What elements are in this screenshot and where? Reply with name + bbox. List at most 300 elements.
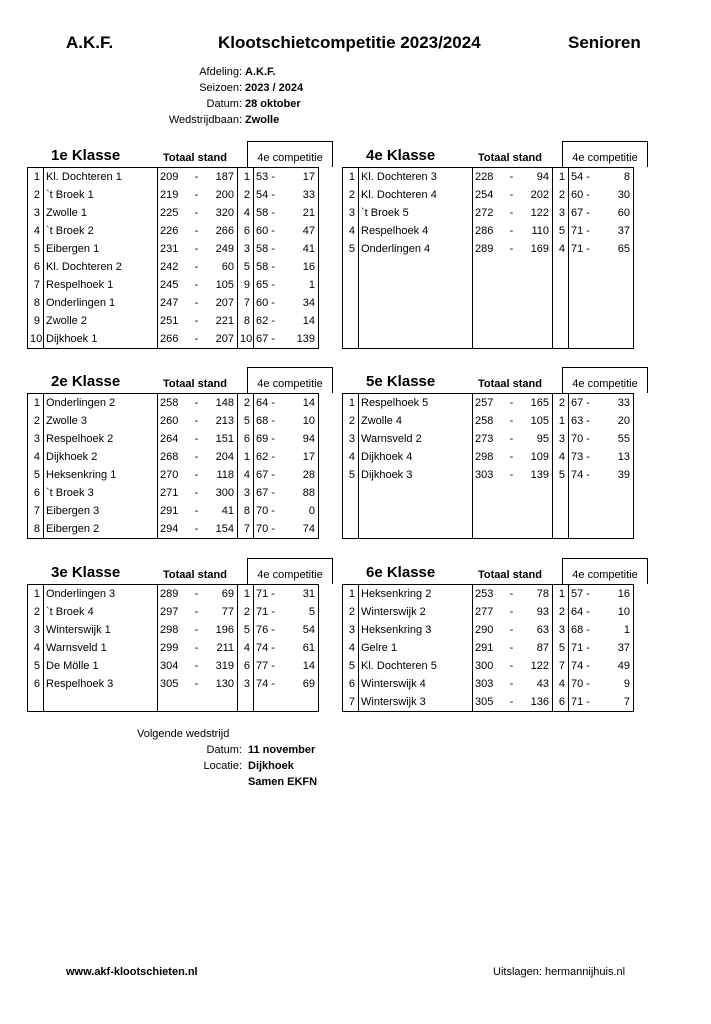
comp-for-cell: 70 - — [569, 430, 607, 448]
comp-rank-cell: 3 — [553, 204, 569, 222]
rank-cell: 4 — [343, 222, 359, 240]
total-for-cell: 247 — [158, 294, 190, 312]
total-for-cell — [473, 520, 505, 539]
team-name-cell — [359, 258, 473, 276]
website-link[interactable]: www.akf-klootschieten.nl — [66, 966, 198, 978]
total-dash-cell: - — [194, 261, 199, 273]
table-row — [28, 693, 319, 712]
comp-rank-cell: 6 — [238, 430, 254, 448]
team-name-cell: Heksenkring 3 — [359, 621, 473, 639]
comp-for-cell: 70 - — [254, 520, 292, 539]
total-against-cell: 95 — [519, 430, 553, 448]
comp-for-cell: 76 - — [254, 621, 292, 639]
comp-rank-cell — [553, 484, 569, 502]
rank-cell: 1 — [28, 394, 44, 413]
team-name-cell: Eibergen 2 — [44, 520, 158, 539]
table-row — [343, 168, 634, 187]
comp-rank-cell: 2 — [238, 394, 254, 413]
comp-against-cell — [607, 258, 634, 276]
total-for-cell: 290 — [473, 621, 505, 639]
total-dash-cell: - — [509, 678, 514, 690]
table-row — [28, 204, 319, 222]
comp-against-cell: 41 — [292, 240, 319, 258]
rank-cell: 2 — [28, 186, 44, 204]
comp-rank-cell: 7 — [553, 657, 569, 675]
total-for-cell: 258 — [473, 412, 505, 430]
comp-rank-cell: 3 — [238, 240, 254, 258]
team-name-cell: Eibergen 1 — [44, 240, 158, 258]
team-name-cell: Winterswijk 1 — [44, 621, 158, 639]
comp-rank-cell: 5 — [553, 222, 569, 240]
table-row — [343, 675, 634, 693]
total-for-cell: 270 — [158, 466, 190, 484]
total-dash-cell: - — [194, 588, 199, 600]
total-against-cell — [519, 330, 553, 349]
total-dash-cell: - — [509, 415, 514, 427]
rank-cell: 9 — [28, 312, 44, 330]
totaal-stand-header: Totaal stand — [478, 569, 542, 581]
next-location-label: Locatie: — [203, 760, 242, 772]
comp-against-cell: 39 — [607, 466, 634, 484]
comp-against-cell: 31 — [292, 585, 319, 604]
total-for-cell: 260 — [158, 412, 190, 430]
table-row — [28, 294, 319, 312]
comp-for-cell: 68 - — [254, 412, 292, 430]
total-against-cell: 77 — [204, 603, 238, 621]
comp-for-cell: 74 - — [569, 657, 607, 675]
comp-against-cell: 139 — [292, 330, 319, 349]
total-for-cell — [473, 502, 505, 520]
total-for-cell: 303 — [473, 466, 505, 484]
comp-against-cell: 20 — [607, 412, 634, 430]
competitie-header: 4e competitie — [562, 367, 648, 393]
comp-for-cell: 77 - — [254, 657, 292, 675]
comp-for-cell: 70 - — [569, 675, 607, 693]
comp-rank-cell: 2 — [553, 603, 569, 621]
total-against-cell: 320 — [204, 204, 238, 222]
comp-rank-cell: 5 — [238, 412, 254, 430]
team-name-cell: Zwolle 3 — [44, 412, 158, 430]
comp-for-cell: 60 - — [254, 294, 292, 312]
total-for-cell: 305 — [158, 675, 190, 693]
comp-against-cell: 94 — [292, 430, 319, 448]
total-for-cell: 272 — [473, 204, 505, 222]
team-name-cell — [359, 520, 473, 539]
table-row — [28, 330, 319, 349]
comp-against-cell: 55 — [607, 430, 634, 448]
team-name-cell: Zwolle 1 — [44, 204, 158, 222]
ranking-table — [27, 167, 319, 349]
club-name: A.K.F. — [66, 33, 114, 52]
team-name-cell: Dijkhoek 3 — [359, 466, 473, 484]
comp-for-cell — [569, 330, 607, 349]
total-against-cell: 105 — [519, 412, 553, 430]
comp-rank-cell: 2 — [238, 186, 254, 204]
comp-rank-cell: 4 — [553, 240, 569, 258]
total-dash-cell: - — [194, 297, 199, 309]
comp-against-cell: 28 — [292, 466, 319, 484]
next-note: Samen EKFN — [248, 776, 318, 788]
comp-for-cell: 74 - — [569, 466, 607, 484]
total-against-cell — [519, 312, 553, 330]
rank-cell — [343, 276, 359, 294]
comp-against-cell: 88 — [292, 484, 319, 502]
ranking-table — [342, 393, 634, 539]
total-against-cell — [519, 520, 553, 539]
info-label: Seizoen: — [199, 82, 242, 94]
table-row — [28, 603, 319, 621]
table-row — [28, 186, 319, 204]
comp-rank-cell — [553, 312, 569, 330]
total-for-cell: 268 — [158, 448, 190, 466]
totaal-stand-header: Totaal stand — [478, 152, 542, 164]
team-name-cell: Kl. Dochteren 1 — [44, 168, 158, 187]
comp-for-cell: 67 - — [254, 484, 292, 502]
table-row — [28, 466, 319, 484]
comp-against-cell: 1 — [292, 276, 319, 294]
rank-cell — [343, 484, 359, 502]
totaal-stand-header: Totaal stand — [163, 378, 227, 390]
total-for-cell: 300 — [473, 657, 505, 675]
team-name-cell: Eibergen 3 — [44, 502, 158, 520]
comp-rank-cell: 6 — [238, 222, 254, 240]
total-dash-cell: - — [194, 505, 199, 517]
comp-rank-cell: 6 — [238, 657, 254, 675]
table-row — [343, 657, 634, 675]
comp-for-cell: 64 - — [254, 394, 292, 413]
total-against-cell: 207 — [204, 294, 238, 312]
total-against-cell: 41 — [204, 502, 238, 520]
comp-for-cell: 71 - — [569, 639, 607, 657]
comp-against-cell — [607, 484, 634, 502]
rank-cell: 6 — [343, 675, 359, 693]
table-row — [343, 312, 634, 330]
comp-against-cell: 37 — [607, 639, 634, 657]
total-dash-cell: - — [194, 678, 199, 690]
competitie-header: 4e competitie — [562, 558, 648, 584]
total-dash-cell — [505, 294, 519, 312]
competitie-header: 4e competitie — [247, 558, 333, 584]
rank-cell: 5 — [28, 657, 44, 675]
rank-cell: 2 — [28, 412, 44, 430]
total-against-cell: 78 — [519, 585, 553, 604]
team-name-cell — [359, 276, 473, 294]
comp-against-cell: 33 — [607, 394, 634, 413]
table-row — [28, 657, 319, 675]
total-dash-cell: - — [509, 696, 514, 708]
total-for-cell: 291 — [473, 639, 505, 657]
team-name-cell — [359, 294, 473, 312]
rank-cell: 10 — [28, 330, 44, 349]
info-value: A.K.F. — [245, 66, 276, 78]
rank-cell: 4 — [28, 448, 44, 466]
total-dash-cell: - — [194, 523, 199, 535]
table-row — [343, 394, 634, 413]
table-row — [28, 168, 319, 187]
total-dash-cell: - — [509, 397, 514, 409]
comp-rank-cell: 3 — [238, 675, 254, 693]
table-row — [343, 484, 634, 502]
rank-cell: 3 — [28, 204, 44, 222]
comp-for-cell: 65 - — [254, 276, 292, 294]
comp-for-cell: 71 - — [254, 585, 292, 604]
table-row — [343, 294, 634, 312]
comp-against-cell — [607, 312, 634, 330]
comp-rank-cell: 1 — [553, 412, 569, 430]
team-name-cell: Gelre 1 — [359, 639, 473, 657]
rank-cell: 7 — [28, 276, 44, 294]
comp-rank-cell: 1 — [238, 448, 254, 466]
comp-for-cell — [569, 258, 607, 276]
comp-rank-cell: 1 — [553, 585, 569, 604]
comp-against-cell: 13 — [607, 448, 634, 466]
comp-for-cell: 60 - — [569, 186, 607, 204]
rank-cell — [343, 312, 359, 330]
table-row — [343, 258, 634, 276]
rank-cell — [343, 502, 359, 520]
comp-rank-cell: 2 — [553, 186, 569, 204]
total-for-cell: 271 — [158, 484, 190, 502]
table-row — [28, 675, 319, 693]
comp-for-cell: 57 - — [569, 585, 607, 604]
comp-rank-cell: 9 — [238, 276, 254, 294]
total-against-cell: 300 — [204, 484, 238, 502]
total-dash-cell: - — [509, 624, 514, 636]
comp-rank-cell: 7 — [238, 294, 254, 312]
total-dash-cell: - — [509, 660, 514, 672]
total-against-cell: 109 — [519, 448, 553, 466]
table-row — [343, 603, 634, 621]
next-date-label: Datum: — [206, 744, 242, 756]
comp-against-cell: 9 — [607, 675, 634, 693]
comp-for-cell: 62 - — [254, 448, 292, 466]
total-dash-cell: - — [509, 469, 514, 481]
comp-rank-cell: 2 — [238, 603, 254, 621]
total-for-cell: 273 — [473, 430, 505, 448]
team-name-cell: `t Broek 3 — [44, 484, 158, 502]
team-name-cell: Heksenkring 2 — [359, 585, 473, 604]
total-against-cell: 221 — [204, 312, 238, 330]
rank-cell: 5 — [28, 466, 44, 484]
table-row — [28, 412, 319, 430]
total-dash-cell: - — [509, 207, 514, 219]
comp-against-cell: 0 — [292, 502, 319, 520]
team-name-cell: Respelhoek 2 — [44, 430, 158, 448]
team-name-cell: `t Broek 2 — [44, 222, 158, 240]
total-dash-cell: - — [194, 606, 199, 618]
comp-rank-cell: 2 — [553, 394, 569, 413]
team-name-cell: De Mölle 1 — [44, 657, 158, 675]
rank-cell: 4 — [343, 639, 359, 657]
total-dash-cell: - — [194, 397, 199, 409]
comp-against-cell: 5 — [292, 603, 319, 621]
comp-rank-cell — [553, 520, 569, 539]
comp-against-cell: 14 — [292, 657, 319, 675]
total-dash-cell: - — [509, 225, 514, 237]
table-row — [343, 585, 634, 604]
total-against-cell: 207 — [204, 330, 238, 349]
total-dash-cell — [505, 258, 519, 276]
rank-cell: 6 — [28, 484, 44, 502]
rank-cell: 6 — [28, 675, 44, 693]
comp-rank-cell: 7 — [238, 520, 254, 539]
team-name-cell: Winterswijk 2 — [359, 603, 473, 621]
comp-for-cell: 53 - — [254, 168, 292, 187]
table-row — [28, 448, 319, 466]
comp-for-cell — [569, 312, 607, 330]
comp-rank-cell — [238, 693, 254, 712]
total-against-cell: 136 — [519, 693, 553, 712]
comp-for-cell: 67 - — [254, 330, 292, 349]
total-dash-cell: - — [509, 433, 514, 445]
total-against-cell: 118 — [204, 466, 238, 484]
table-row — [28, 394, 319, 413]
comp-for-cell: 58 - — [254, 258, 292, 276]
rank-cell — [343, 520, 359, 539]
total-for-cell: 225 — [158, 204, 190, 222]
table-row — [28, 430, 319, 448]
team-name-cell: `t Broek 5 — [359, 204, 473, 222]
table-row — [343, 466, 634, 484]
rank-cell: 3 — [28, 621, 44, 639]
comp-against-cell: 8 — [607, 168, 634, 187]
comp-for-cell: 54 - — [569, 168, 607, 187]
totaal-stand-header: Totaal stand — [478, 378, 542, 390]
results-credit: Uitslagen: hermannijhuis.nl — [493, 966, 626, 978]
total-against-cell: 87 — [519, 639, 553, 657]
comp-against-cell: 34 — [292, 294, 319, 312]
table-row — [28, 222, 319, 240]
rank-cell: 5 — [343, 466, 359, 484]
comp-rank-cell: 4 — [553, 448, 569, 466]
ranking-table — [342, 584, 634, 712]
klasse-title: 3e Klasse — [51, 564, 121, 581]
total-against-cell: 165 — [519, 394, 553, 413]
comp-rank-cell: 4 — [238, 639, 254, 657]
total-for-cell: 264 — [158, 430, 190, 448]
team-name-cell: Warnsveld 2 — [359, 430, 473, 448]
totaal-stand-header: Totaal stand — [163, 152, 227, 164]
table-row — [28, 621, 319, 639]
total-for-cell: 304 — [158, 657, 190, 675]
total-against-cell — [519, 258, 553, 276]
team-name-cell: Kl. Dochteren 3 — [359, 168, 473, 187]
comp-rank-cell: 10 — [238, 330, 254, 349]
comp-for-cell — [569, 520, 607, 539]
table-row — [28, 484, 319, 502]
total-against-cell: 211 — [204, 639, 238, 657]
total-against-cell: 60 — [204, 258, 238, 276]
total-against-cell: 204 — [204, 448, 238, 466]
total-against-cell: 196 — [204, 621, 238, 639]
team-name-cell: Dijkhoek 2 — [44, 448, 158, 466]
rank-cell: 3 — [28, 430, 44, 448]
rank-cell: 2 — [343, 412, 359, 430]
team-name-cell — [359, 312, 473, 330]
total-dash-cell: - — [194, 415, 199, 427]
total-against-cell: 200 — [204, 186, 238, 204]
total-for-cell: 226 — [158, 222, 190, 240]
total-for-cell — [473, 330, 505, 349]
comp-against-cell — [607, 294, 634, 312]
total-against-cell — [519, 484, 553, 502]
team-name-cell: `t Broek 4 — [44, 603, 158, 621]
total-for-cell: 266 — [158, 330, 190, 349]
team-name-cell: Onderlingen 4 — [359, 240, 473, 258]
comp-for-cell: 74 - — [254, 639, 292, 657]
table-row — [28, 276, 319, 294]
info-value: Zwolle — [245, 114, 280, 126]
comp-for-cell: 63 - — [569, 412, 607, 430]
team-name-cell — [44, 693, 158, 712]
comp-against-cell — [292, 693, 319, 712]
total-dash-cell: - — [509, 606, 514, 618]
total-for-cell: 251 — [158, 312, 190, 330]
comp-against-cell: 17 — [292, 448, 319, 466]
comp-for-cell — [254, 693, 292, 712]
total-dash-cell: - — [194, 225, 199, 237]
total-against-cell: 266 — [204, 222, 238, 240]
team-name-cell: Respelhoek 5 — [359, 394, 473, 413]
total-against-cell: 69 — [204, 585, 238, 604]
rank-cell — [343, 294, 359, 312]
info-label: Afdeling: — [199, 66, 242, 78]
comp-for-cell: 69 - — [254, 430, 292, 448]
rank-cell: 1 — [343, 394, 359, 413]
comp-rank-cell — [553, 294, 569, 312]
team-name-cell: Dijkhoek 4 — [359, 448, 473, 466]
team-name-cell: Onderlingen 2 — [44, 394, 158, 413]
team-name-cell — [359, 502, 473, 520]
total-against-cell: 151 — [204, 430, 238, 448]
table-row — [28, 585, 319, 604]
total-against-cell: 43 — [519, 675, 553, 693]
total-dash-cell — [505, 520, 519, 539]
comp-for-cell: 73 - — [569, 448, 607, 466]
comp-rank-cell: 3 — [238, 484, 254, 502]
total-for-cell: 303 — [473, 675, 505, 693]
team-name-cell: Onderlingen 1 — [44, 294, 158, 312]
total-dash-cell — [505, 502, 519, 520]
comp-against-cell: 1 — [607, 621, 634, 639]
comp-for-cell: 68 - — [569, 621, 607, 639]
comp-for-cell: 74 - — [254, 675, 292, 693]
ranking-table — [342, 167, 634, 349]
rank-cell: 5 — [343, 240, 359, 258]
comp-for-cell: 60 - — [254, 222, 292, 240]
total-against-cell: 93 — [519, 603, 553, 621]
rank-cell: 3 — [343, 204, 359, 222]
team-name-cell: Kl. Dochteren 4 — [359, 186, 473, 204]
info-value: 2023 / 2024 — [245, 82, 304, 94]
team-name-cell: Dijkhoek 1 — [44, 330, 158, 349]
total-dash-cell: - — [194, 487, 199, 499]
ranking-table — [27, 584, 319, 712]
rank-cell: 3 — [343, 430, 359, 448]
total-dash-cell: - — [509, 243, 514, 255]
total-dash-cell: - — [509, 642, 514, 654]
comp-against-cell: 65 — [607, 240, 634, 258]
table-row — [343, 520, 634, 539]
total-against-cell: 169 — [519, 240, 553, 258]
total-for-cell — [473, 294, 505, 312]
total-against-cell: 319 — [204, 657, 238, 675]
rank-cell: 2 — [343, 186, 359, 204]
comp-against-cell: 60 — [607, 204, 634, 222]
table-row — [343, 204, 634, 222]
total-dash-cell: - — [194, 279, 199, 291]
table-row — [343, 276, 634, 294]
